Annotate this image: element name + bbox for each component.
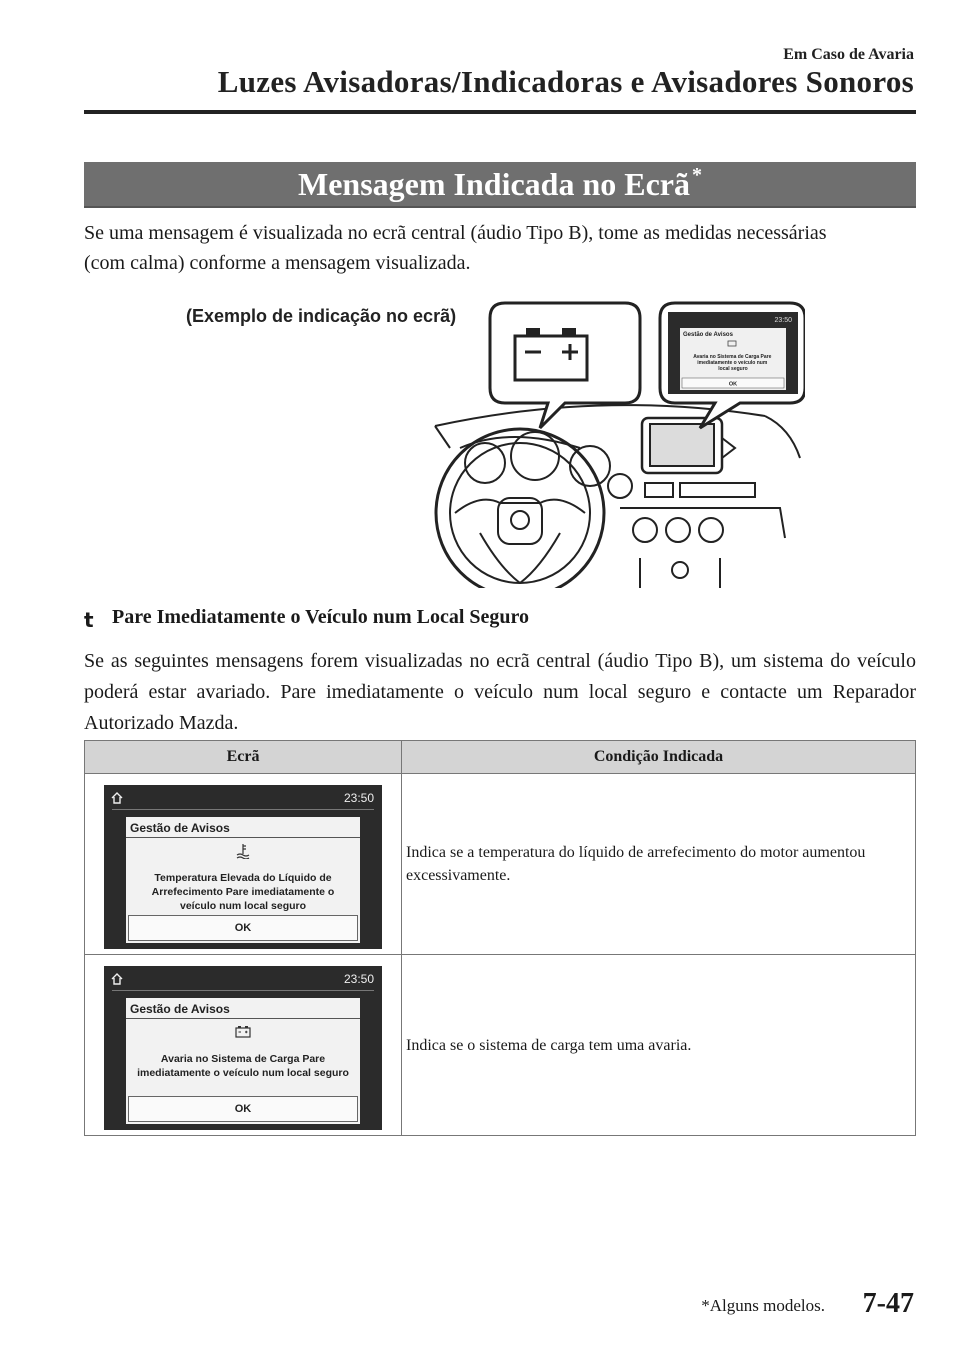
warning-dialog bbox=[126, 998, 360, 1124]
mini-screen-time: 23:50 bbox=[774, 317, 792, 324]
mini-screen-message: Avaria no Sistema de Carga Pare imediatamente o veículo num local seguro bbox=[693, 354, 772, 372]
illustration-caption: (Exemplo de indicação no ecrã) bbox=[186, 306, 457, 326]
coolant-temperature-icon bbox=[235, 843, 251, 859]
section-title: Mensagem Indicada no Ecrã * bbox=[298, 163, 702, 202]
dialog-title: Gestão de Avisos bbox=[130, 821, 230, 835]
dialog-message: Temperatura Elevada do Líquido de Arrefecimento Pare imediatamente o veículo num local seguro bbox=[151, 872, 335, 912]
screen-time: 23:50 bbox=[343, 791, 374, 805]
footnote: *Alguns modelos. bbox=[701, 1296, 825, 1315]
home-icon bbox=[110, 972, 124, 986]
screen-time: 23:50 bbox=[343, 972, 374, 986]
dialog-divider bbox=[126, 837, 360, 838]
table-header-row bbox=[85, 741, 916, 774]
header-rule bbox=[84, 110, 916, 114]
section-kicker: Em Caso de Avaria bbox=[783, 46, 914, 63]
dashboard-illustration bbox=[180, 298, 805, 588]
condition-cell: Indica se a temperatura do líquido de arrefecimento do motor aumentou excessivamente. bbox=[402, 774, 916, 955]
footnote-mark: * bbox=[692, 163, 702, 186]
screen-cell bbox=[85, 955, 402, 1136]
body-paragraph: Se as seguintes mensagens forem visualizadas no ecrã central (áudio Tipo B), um sistema do veículo poderá estar avariado. Pare imediatamente o veículo num local seguro e contacte um Reparador Autorizado Mazda. bbox=[84, 650, 916, 734]
dialog-divider bbox=[126, 1018, 360, 1019]
warning-table bbox=[84, 740, 916, 1136]
dialog-message: Avaria no Sistema de Carga Pare imediatamente o veículo num local seguro bbox=[137, 1053, 349, 1079]
home-icon bbox=[110, 791, 124, 805]
subsection-title: Pare Imediatamente o Veículo num Local Seguro bbox=[112, 606, 530, 628]
warning-dialog bbox=[126, 817, 360, 943]
chapter-title: Luzes Avisadoras/Indicadoras e Avisadores Sonoros bbox=[217, 64, 914, 99]
ok-button[interactable]: OK bbox=[128, 1096, 358, 1122]
bullet-marker: t bbox=[84, 608, 94, 632]
screen-cell bbox=[85, 774, 402, 955]
ok-button[interactable]: OK bbox=[128, 915, 358, 941]
table-row bbox=[85, 955, 916, 1136]
battery-icon bbox=[235, 1024, 251, 1038]
table-row bbox=[85, 774, 916, 955]
dialog-title: Gestão de Avisos bbox=[130, 1002, 230, 1016]
screen-divider bbox=[112, 809, 374, 810]
column-header-screen: Ecrã bbox=[85, 741, 402, 774]
mini-screen-ok: OK bbox=[728, 381, 738, 388]
intro-paragraph: Se uma mensagem é visualizada no ecrã central (áudio Tipo B), tome as medidas necessárias (com calma) conforme a mensagem visualizada. bbox=[84, 222, 827, 274]
condition-cell: Indica se o sistema de carga tem uma avaria. bbox=[402, 955, 916, 1136]
column-header-condition: Condição Indicada bbox=[402, 741, 916, 774]
page-number: 7-47 bbox=[862, 1288, 914, 1319]
warning-screen bbox=[104, 966, 382, 1130]
section-banner bbox=[84, 162, 916, 208]
screen-divider bbox=[112, 990, 374, 991]
mini-screen-header: Gestão de Avisos bbox=[683, 332, 733, 338]
warning-screen bbox=[104, 785, 382, 949]
